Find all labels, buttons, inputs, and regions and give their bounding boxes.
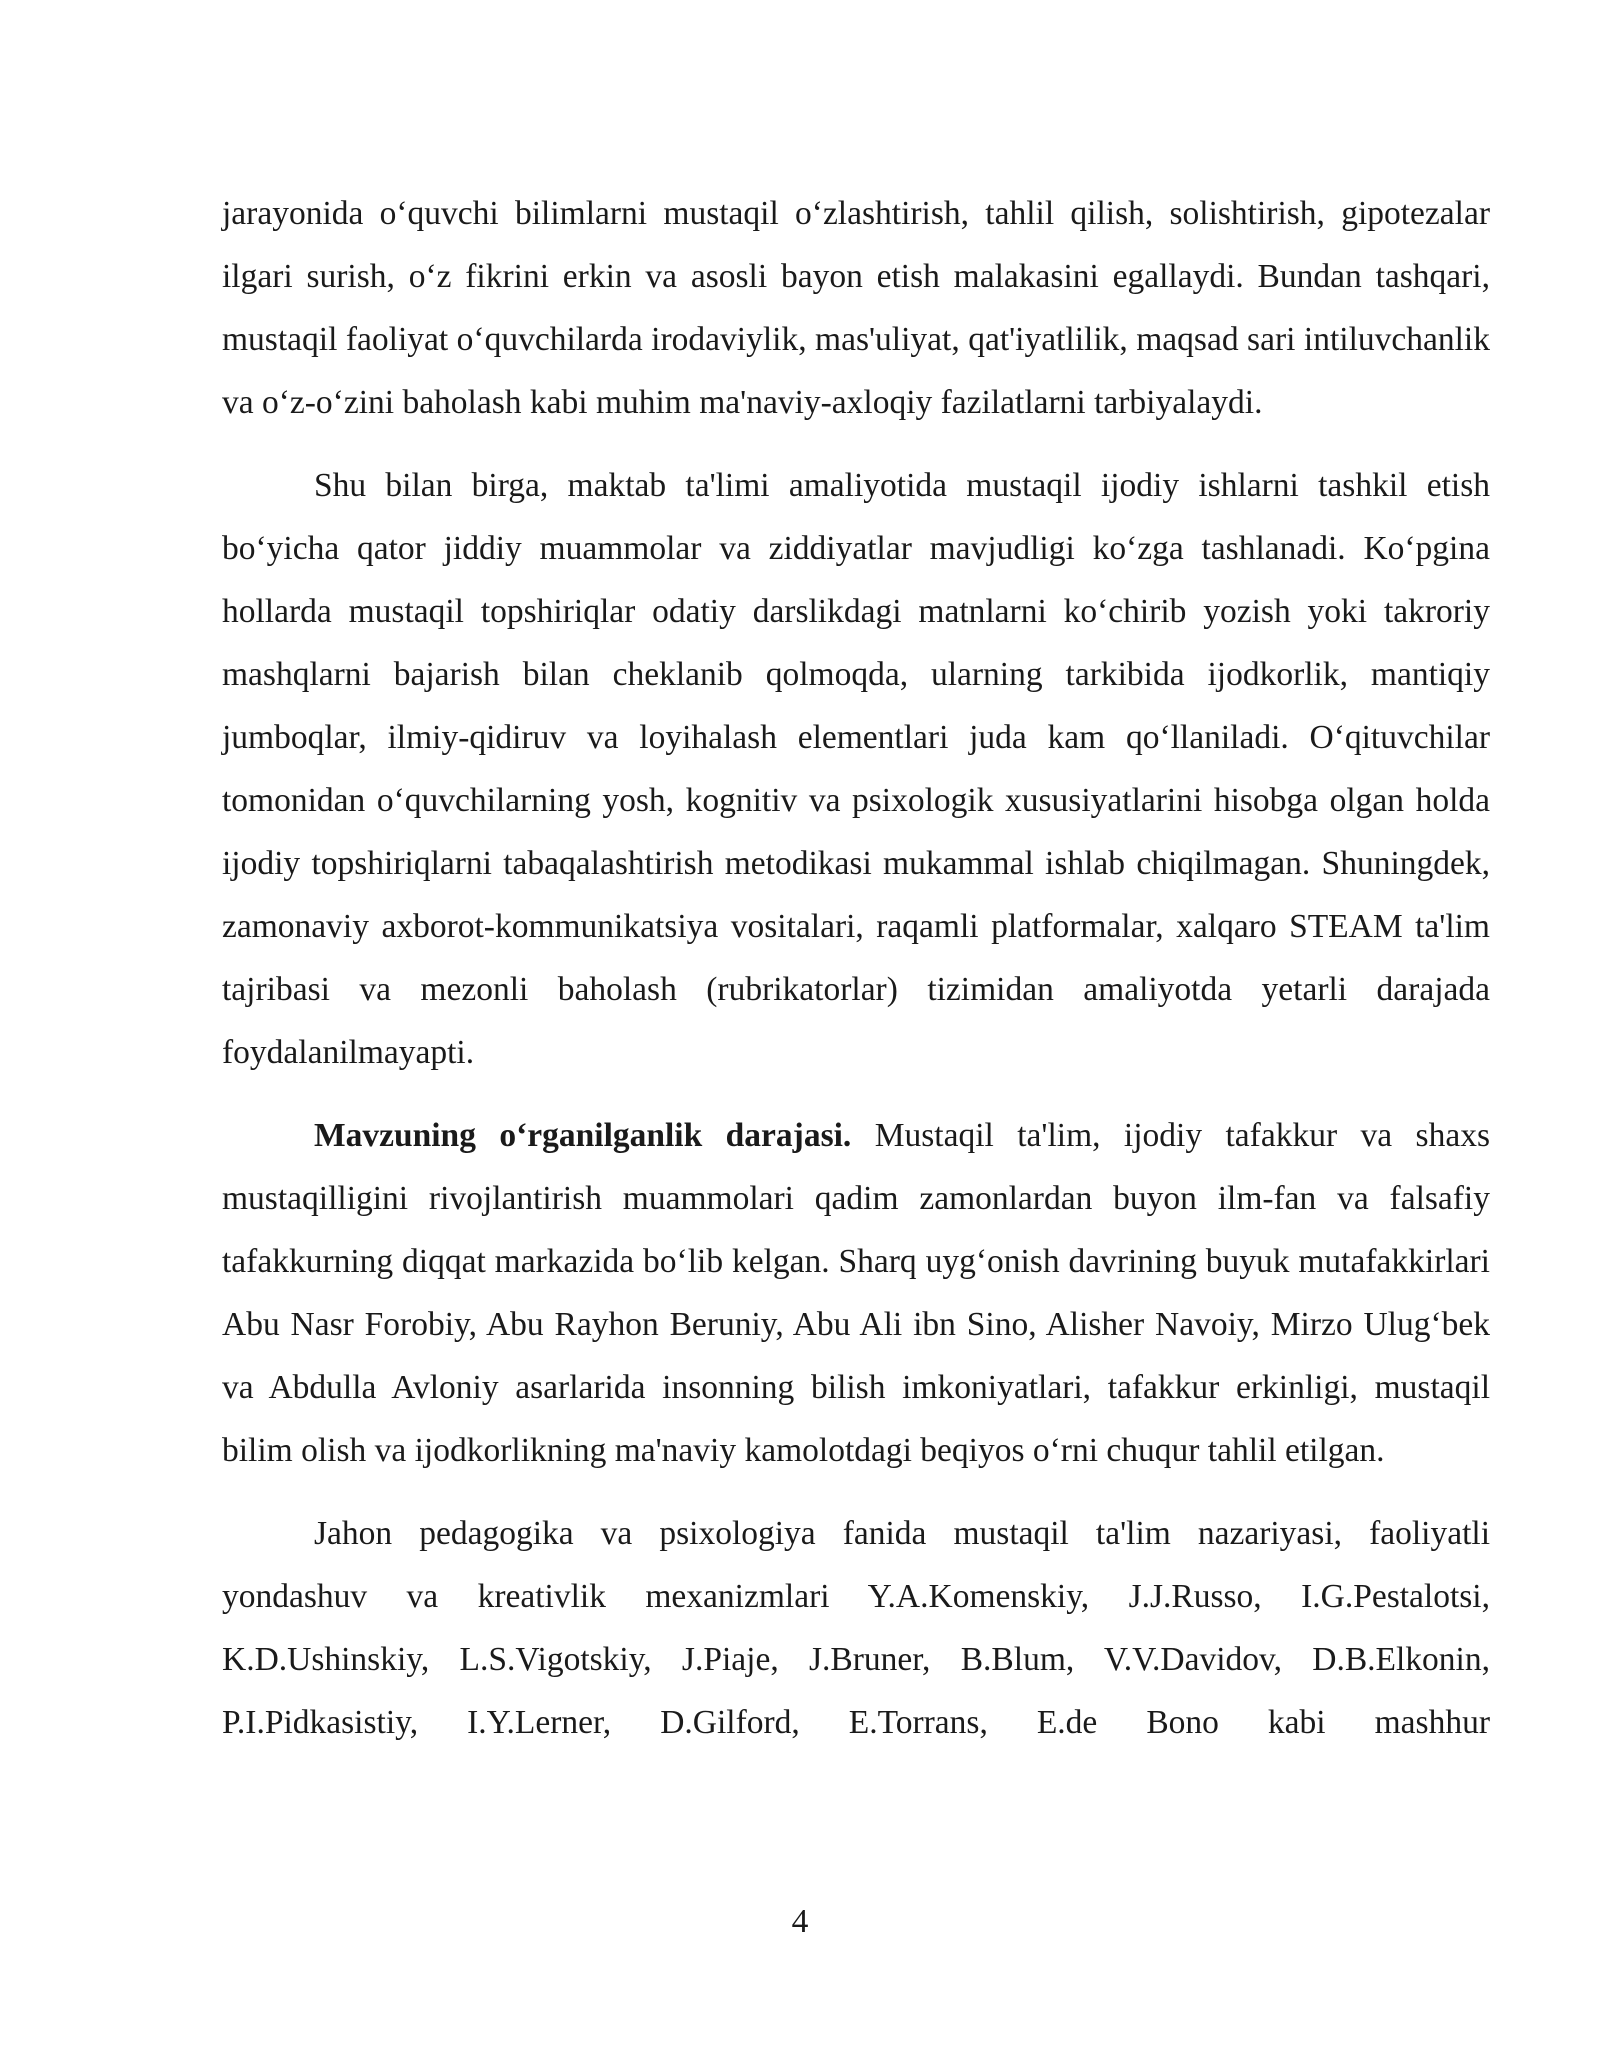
paragraph-3-text: Mustaqil ta'lim, ijodiy tafakkur va shaxs mustaqilligini rivojlantirish muammolari qadim zamonlardan buyon ilm-fan va falsafiy tafakkurning diqqat markazida bo‘lib kelgan. Sharq uyg‘onish davrining buyuk mutafakkirlari Abu Nasr Forobiy, Abu Rayhon Beruniy, Abu Ali ibn Sino, Alisher Navoiy, Mirzo Ulug‘bek va Abdulla Avloniy asarlarida insonning bilish imkoniyatlari, tafakkur erkinligi, mustaqil bilim olish va ijodkorlikning ma'naviy kamolotdagi beqiyos o‘rni chuqur tahlil etilgan.	[222, 1117, 1490, 1469]
page-number: 4	[791, 1903, 809, 1940]
paragraph-4: Jahon pedagogika va psixologiya fanida mustaqil ta'lim nazariyasi, faoliyatli yondashuv va kreativlik mexanizmlari Y.A.Komenskiy, J.J.Russo, I.G.Pestalotsi, K.D.Ushinskiy, L.S.Vigotskiy, J.Piaje, J.Bruner, B.Blum, V.V.Davidov, D.B.Elkonin, P.I.Pidkasistiy, I.Y.Lerner, D.Gilford, E.Torrans, E.de Bono kabi mashhur	[222, 1515, 1490, 1741]
document-page	[222, 182, 1490, 1754]
paragraph-3	[222, 1104, 1490, 1482]
section-heading: Mavzuning o‘rganilganlik darajasi.	[314, 1117, 852, 1154]
paragraph-2: Shu bilan birga, maktab ta'limi amaliyotida mustaqil ijodiy ishlarni tashkil etish bo‘yicha qator jiddiy muammolar va ziddiyatlar mavjudligi ko‘zga tashlanadi. Ko‘pgina hollarda mustaqil topshiriqlar odatiy darslikdagi matnlarni ko‘chirib yozish yoki takroriy mashqlarni bajarish bilan cheklanib qolmoqda, ularning tarkibida ijodkorlik, mantiqiy jumboqlar, ilmiy-qidiruv va loyihalash elementlari juda kam qo‘llaniladi. O‘qituvchilar tomonidan o‘quvchilarning yosh, kognitiv va psixologik xususiyatlarini hisobga olgan holda ijodiy topshiriqlarni tabaqalashtirish metodikasi mukammal ishlab chiqilmagan. Shuningdek, zamonaviy axborot-kommunikatsiya vositalari, raqamli platformalar, xalqaro STEAM ta'lim tajribasi va mezonli baholash (rubrikatorlar) tizimidan amaliyotda yetarli darajada foydalanilmayapti.	[222, 467, 1490, 1071]
paragraph-1: jarayonida o‘quvchi bilimlarni mustaqil o‘zlashtirish, tahlil qilish, solishtirish, gipotezalar ilgari surish, o‘z fikrini erkin va asosli bayon etish malakasini egallaydi. Bundan tashqari, mustaqil faoliyat o‘quvchilarda irodaviylik, mas'uliyat, qat'iyatlilik, maqsad sari intiluvchanlik va o‘z-o‘zini baholash kabi muhim ma'naviy-axloqiy fazilatlarni tarbiyalaydi.	[222, 195, 1490, 421]
